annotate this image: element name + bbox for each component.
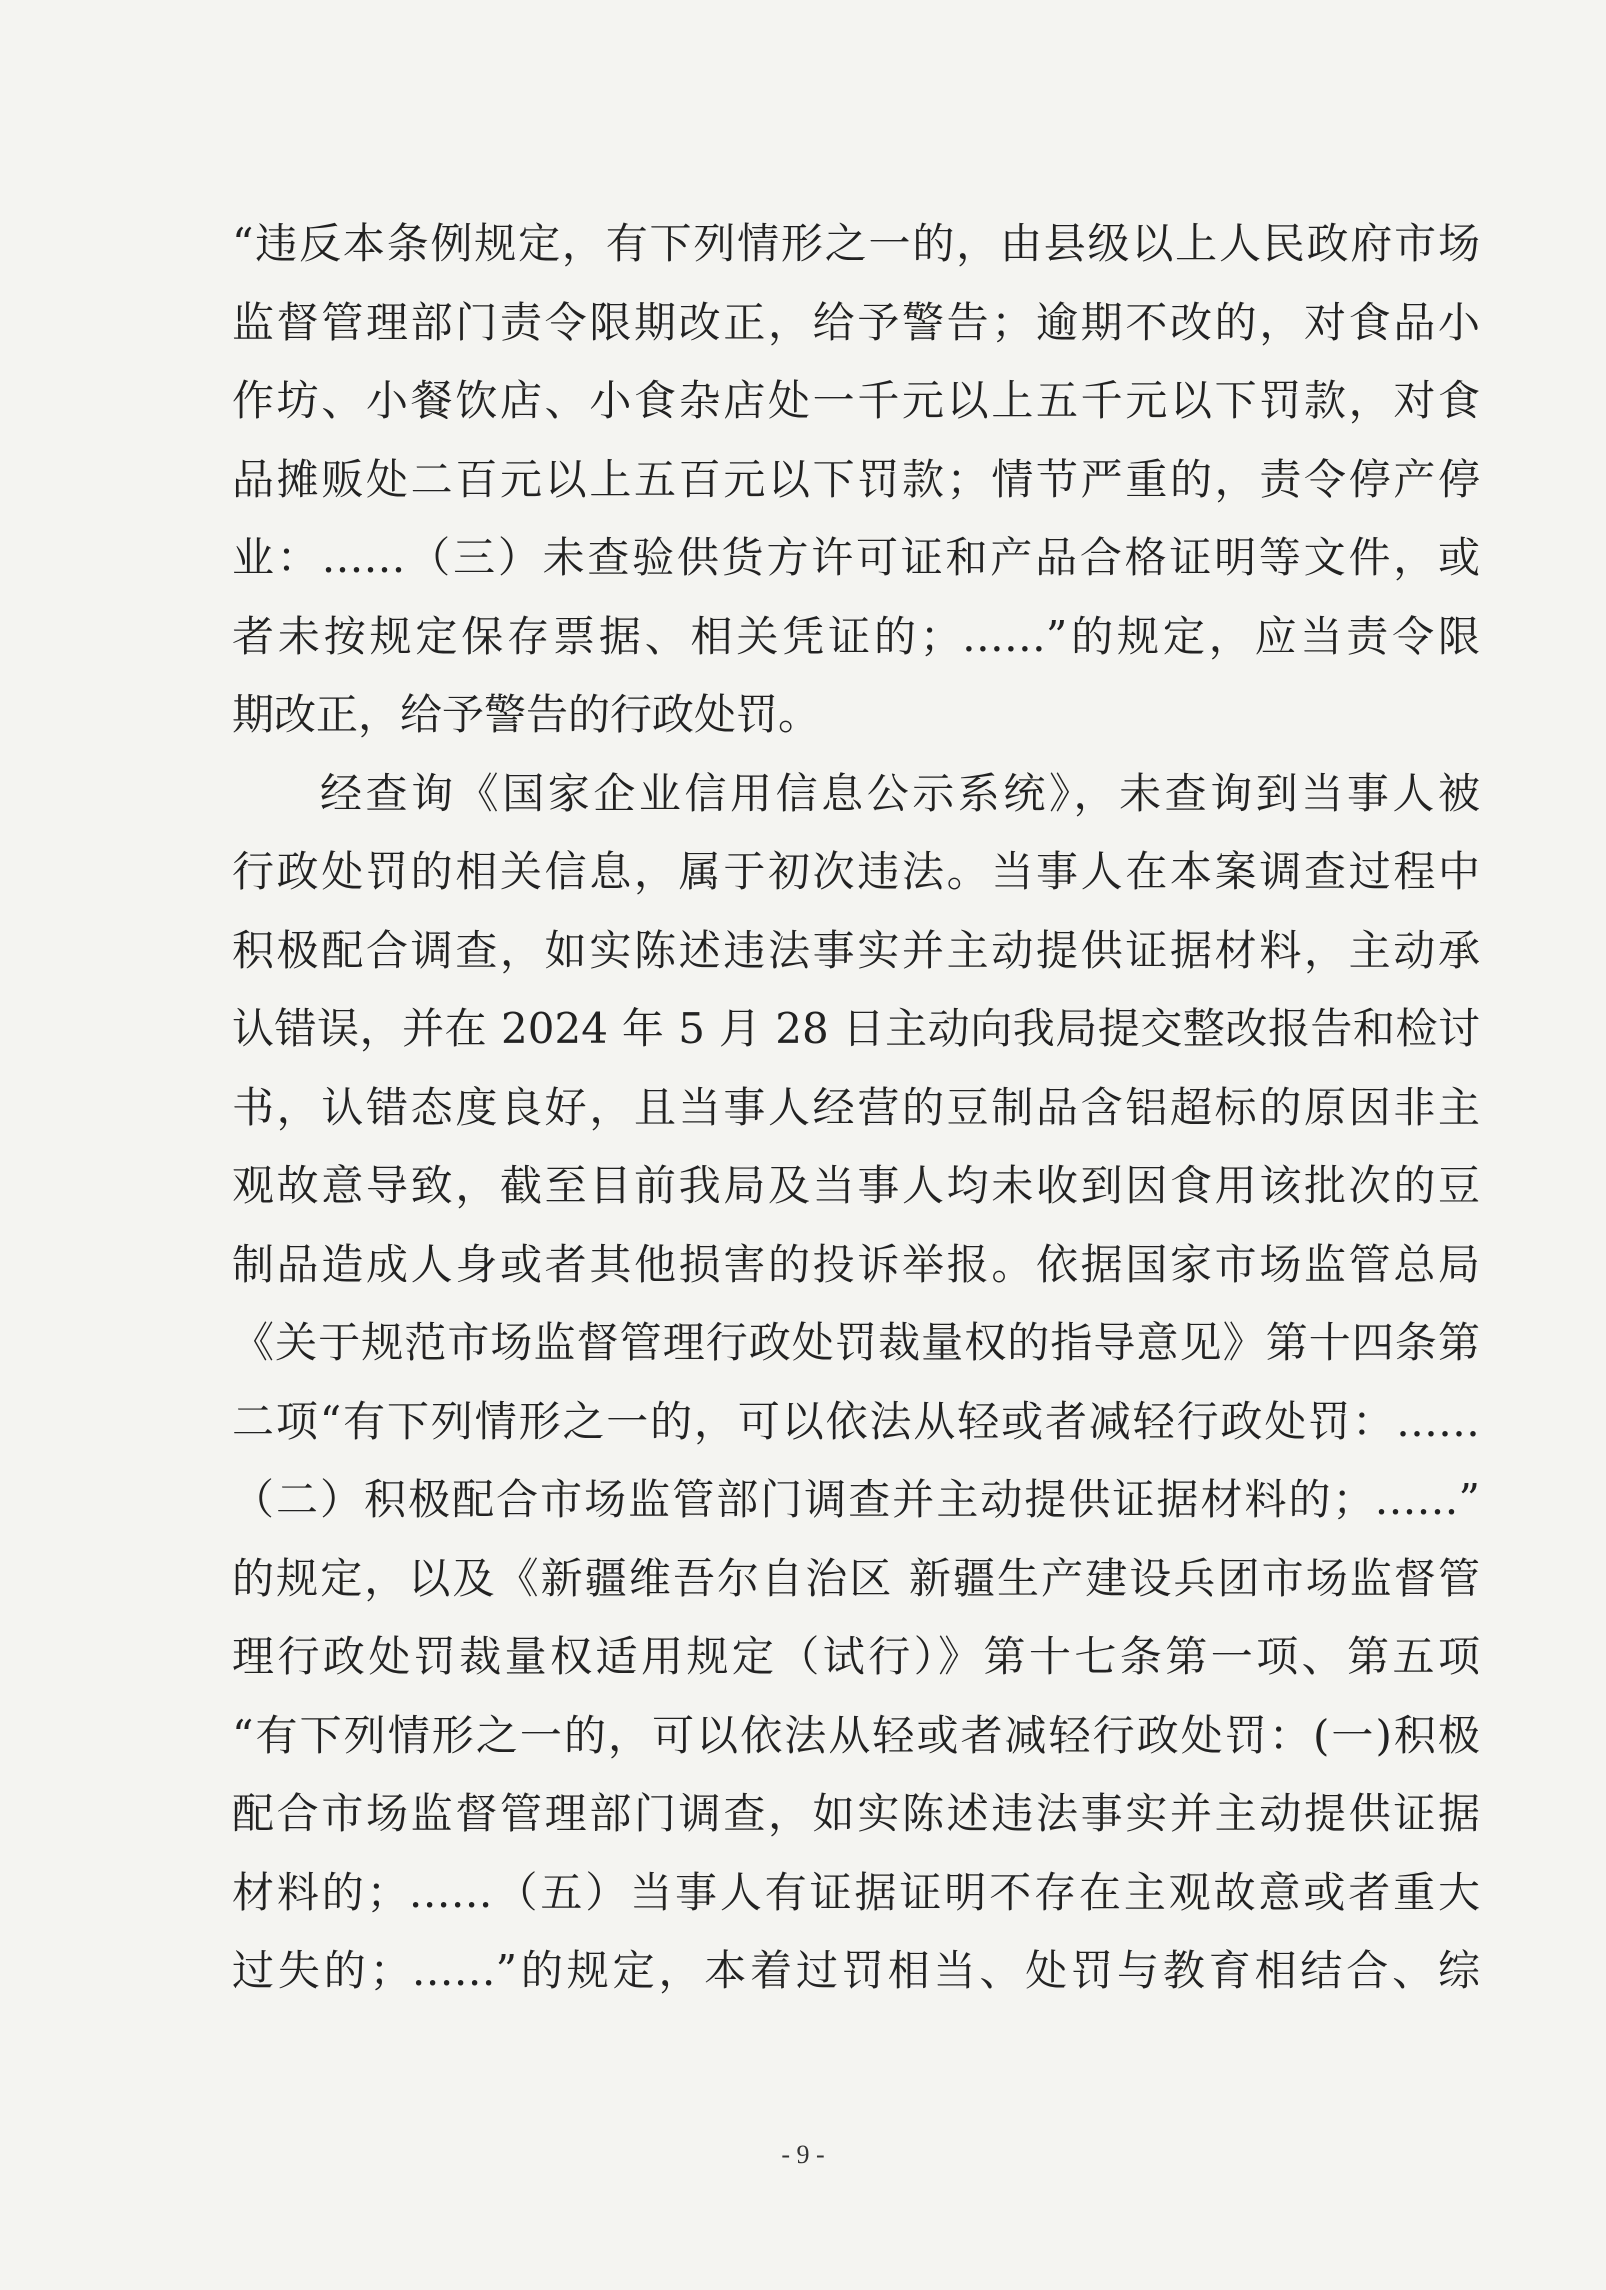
text-line: “有下列情形之一的，可以依法从轻或者减轻行政处罚：(一)积极 — [232, 1710, 1480, 1760]
text-line: 理行政处罚裁量权适用规定（试行）》第十七条第一项、第五项 — [232, 1632, 1480, 1681]
text-line: 的规定，以及《新疆维吾尔自治区 新疆生产建设兵团市场监督管 — [232, 1553, 1480, 1603]
text-line: 观故意导致，截至目前我局及当事人均未收到因食用该批次的豆 — [232, 1161, 1480, 1210]
paragraph-1 — [232, 205, 1480, 755]
text-line: 材料的；……（五）当事人有证据证明不存在主观故意或者重大 — [232, 1867, 1480, 1917]
text-line: 二项“有下列情形之一的，可以依法从轻或者减轻行政处罚：…… — [232, 1396, 1480, 1446]
text-line: 配合市场监督管理部门调查，如实陈述违法事实并主动提供证据 — [232, 1789, 1480, 1838]
text-line: 经查询《国家企业信用信息公示系统》，未查询到当事人被 — [320, 768, 1480, 818]
body-text — [232, 205, 1480, 2011]
text-line: 业：……（三）未查验供货方许可证和产品合格证明等文件，或 — [232, 533, 1480, 582]
text-line: 过失的；……”的规定，本着过罚相当、处罚与教育相结合、综 — [232, 1946, 1480, 1995]
text-line: 者未按规定保存票据、相关凭证的；……”的规定，应当责令限 — [232, 611, 1480, 661]
text-line: 积极配合调查，如实陈述违法事实并主动提供证据材料，主动承 — [232, 925, 1480, 975]
text-line: （二）积极配合市场监管部门调查并主动提供证据材料的；……” — [232, 1475, 1480, 1524]
text-line: “违反本条例规定，有下列情形之一的，由县级以上人民政府市场 — [232, 219, 1480, 268]
page-number: - 9 - — [781, 2140, 825, 2169]
text-line: 行政处罚的相关信息，属于初次违法。当事人在本案调查过程中 — [232, 847, 1480, 896]
text-line: 品摊贩处二百元以上五百元以下罚款；情节严重的，责令停产停 — [232, 454, 1480, 504]
text-line: 作坊、小餐饮店、小食杂店处一千元以上五千元以下罚款，对食 — [232, 376, 1480, 425]
text-line: 制品造成人身或者其他损害的投诉举报。依据国家市场监管总局 — [232, 1239, 1480, 1289]
paragraph-2 — [232, 755, 1480, 2011]
text-line: 监督管理部门责令限期改正，给予警告；逾期不改的，对食品小 — [232, 297, 1480, 347]
text-line: 《关于规范市场监督管理行政处罚裁量权的指导意见》第十四条第 — [232, 1318, 1480, 1367]
text-line: 期改正，给予警告的行政处罚。 — [232, 690, 821, 739]
text-line: 书，认错态度良好，且当事人经营的豆制品含铝超标的原因非主 — [232, 1082, 1480, 1132]
text-line: 认错误，并在 2024 年 5 月 28 日主动向我局提交整改报告和检讨 — [232, 1004, 1480, 1053]
